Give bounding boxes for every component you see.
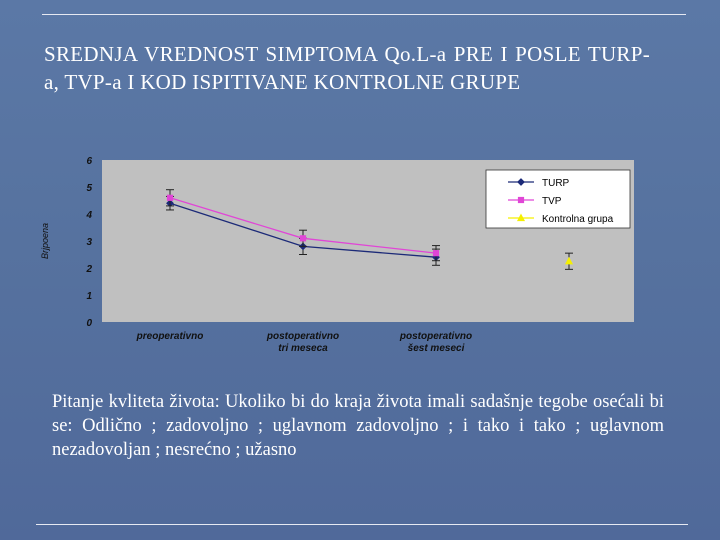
slide-caption: Pitanje kvliteta života: Ukoliko bi do kraja života imali sadašnje tegobe osećali bi se: Odlično ; zadovoljno ; uglavnom zadovoljno ; i tako i tako ; uglavnom nezadovoljan ; nesrećno ; užasno <box>52 392 664 460</box>
data-point <box>300 236 305 241</box>
data-point <box>167 195 172 200</box>
x-axis <box>136 331 472 354</box>
y-tick-label: 5 <box>86 183 92 194</box>
y-tick-label: 3 <box>86 237 92 248</box>
y-tick-label: 1 <box>86 291 92 302</box>
legend-label: Kontrolna grupa <box>542 214 614 225</box>
y-tick-label: 4 <box>86 210 92 221</box>
y-axis <box>85 156 92 329</box>
x-tick-label: postoperativno tri meseca <box>266 331 340 354</box>
y-axis-label: Brjpoena <box>40 222 50 260</box>
data-point <box>433 251 438 256</box>
legend-label: TVP <box>542 196 562 207</box>
x-tick-label: preoperativno <box>136 331 204 342</box>
legend-label: TURP <box>542 178 570 189</box>
data-point <box>518 197 523 202</box>
x-tick-label: postoperativno šest meseci <box>399 331 473 354</box>
y-tick-label: 2 <box>86 264 92 275</box>
top-rule <box>42 14 686 15</box>
slide-title: SREDNJA VREDNOST SIMPTOMA Qo.L-a PRE I POSLE TURP-a, TVP-a I KOD ISPITIVANE KONTROLNE GRUPE <box>44 42 650 94</box>
y-tick-label: 0 <box>86 318 92 329</box>
chart <box>36 146 656 360</box>
bottom-rule <box>36 524 688 525</box>
legend <box>486 170 630 228</box>
y-tick-label: 6 <box>86 156 92 167</box>
